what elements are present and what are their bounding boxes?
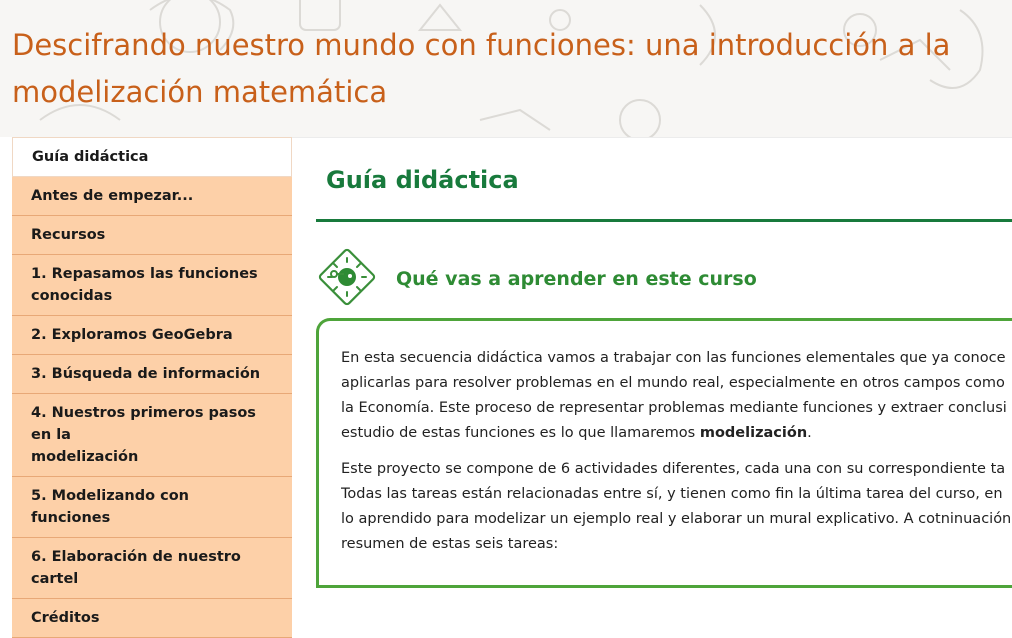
- text-line: Todas las tareas están relacionadas entre sí, y tienen como fin la última tarea del curso, en: [341, 486, 1003, 502]
- sidebar-item-antes-de-empezar[interactable]: [12, 177, 292, 216]
- modelizacion-term: modelización: [699, 425, 808, 441]
- intro-paragraph: [341, 346, 1012, 446]
- section-title: Guía didáctica: [326, 166, 519, 194]
- main-content: [292, 137, 1012, 568]
- sidebar-item-label: Guía didáctica: [32, 149, 149, 165]
- sidebar-item-primeros-pasos[interactable]: [12, 394, 292, 477]
- page-title-line-1: Descifrando nuestro mundo con funciones: una introducción a la: [12, 28, 951, 62]
- sidebar-item-repasamos-funciones[interactable]: [12, 255, 292, 316]
- text-line: [341, 421, 1012, 446]
- sidebar-item-label: 1. Repasamos las funciones: [31, 266, 258, 282]
- sidebar-item-label: 6. Elaboración de nuestro cartel: [31, 549, 241, 587]
- text-fragment: estudio de estas funciones es lo que llamaremos: [341, 425, 700, 441]
- section-divider: [316, 219, 1012, 222]
- sidebar-item-recursos[interactable]: [12, 216, 292, 255]
- sidebar-item-modelizando[interactable]: [12, 477, 292, 538]
- sidebar-item-label: modelización: [31, 449, 139, 465]
- sidebar-item-label: Créditos: [31, 610, 100, 626]
- header-banner: [0, 0, 1012, 137]
- sidebar-nav: [12, 137, 292, 626]
- text-line: resumen de estas seis tareas:: [341, 536, 559, 552]
- learn-key-icon: [314, 244, 380, 310]
- subsection-title: Qué vas a aprender en este curso: [396, 268, 757, 290]
- sidebar-item-busqueda-informacion[interactable]: [12, 355, 292, 394]
- text-line: Este proyecto se compone de 6 actividades diferentes, cada una con su correspondiente ta: [341, 461, 1006, 477]
- text-line: En esta secuencia didáctica vamos a trabajar con las funciones elementales que ya conoce: [341, 350, 1006, 366]
- sidebar-item-guia-didactica[interactable]: [12, 137, 292, 177]
- text-line: la Economía. Este proceso de representar problemas mediante funciones y extraer conclusi: [341, 400, 1007, 416]
- text-line: aplicarlas para resolver problemas en el mundo real, especialmente en otros campos como: [341, 375, 1005, 391]
- sidebar-item-label: 5. Modelizando con funciones: [31, 488, 190, 526]
- sidebar-item-label: 2. Exploramos GeoGebra: [31, 327, 233, 343]
- sidebar-item-label: Recursos: [31, 227, 106, 243]
- sidebar-item-label: 3. Búsqueda de información: [31, 366, 261, 382]
- sidebar-item-elaboracion-cartel[interactable]: [12, 538, 292, 599]
- sidebar-item-exploramos-geogebra[interactable]: [12, 316, 292, 355]
- text-line: lo aprendido para modelizar un ejemplo real y elaborar un mural explicativo. A cotninuación: [341, 511, 1012, 527]
- sidebar-item-label: Antes de empezar...: [31, 188, 194, 204]
- page-title: [12, 22, 1007, 116]
- page-title-line-2: modelización matemática: [12, 75, 388, 109]
- sidebar-item-creditos[interactable]: [12, 599, 292, 638]
- text-fragment: .: [807, 425, 812, 441]
- sidebar-item-label: 4. Nuestros primeros pasos en la: [31, 405, 256, 443]
- project-paragraph: [341, 457, 1012, 557]
- sidebar-item-label: conocidas: [31, 288, 113, 304]
